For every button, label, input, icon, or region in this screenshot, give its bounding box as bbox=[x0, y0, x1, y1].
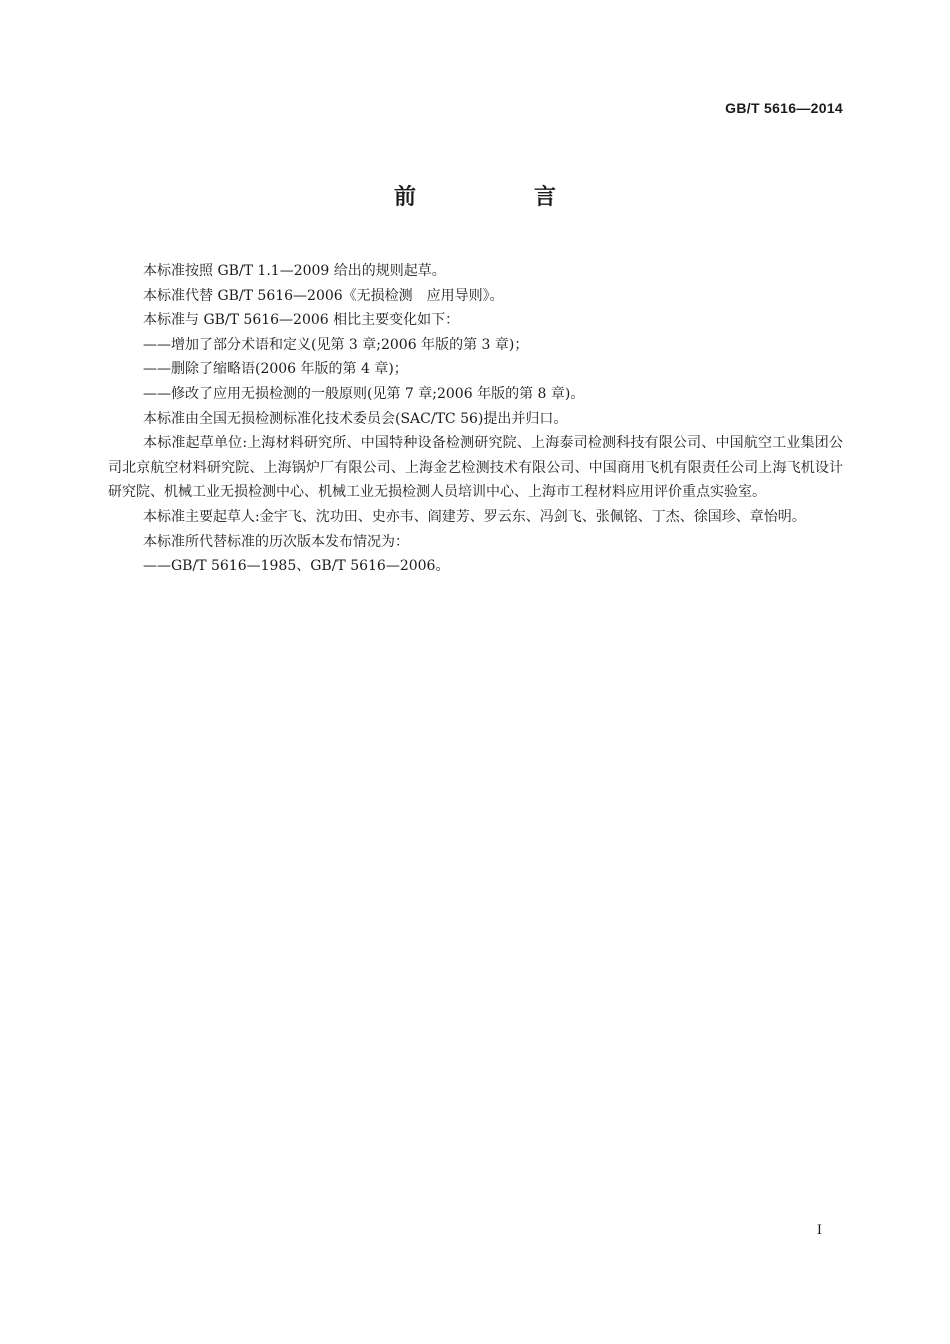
list-item-previous-editions: ——GB/T 5616—1985、GB/T 5616—2006。 bbox=[143, 558, 450, 575]
paragraph-previous-editions-intro: 本标准所代替标准的历次版本发布情况为： bbox=[143, 533, 409, 550]
page-title: 前 言 bbox=[393, 185, 604, 210]
paragraph-drafting-units: 本标准起草单位:上海材料研究所、中国特种设备检测研究院、上海泰司检测科技有限公司、中国航空工业集团公司北京航空材料研究院、上海锅炉厂有限公司、上海金艺检测技术有限公司、中国商用飞机有限责任公司上海飞机设计研究院、机械工业无损检测中心、机械工业无损检测人员培训中心、上海市工程材料应用评价重点实验室。 bbox=[108, 435, 843, 501]
list-item-change-deleted: ——删除了缩略语(2006 年版的第 4 章)； bbox=[143, 361, 408, 378]
paragraph-proposed-by: 本标准由全国无损检测标准化技术委员会(SAC/TC 56)提出并归口。 bbox=[143, 410, 568, 427]
paragraph-replaces: 本标准代替 GB/T 5616—2006《无损检测 应用导则》。 bbox=[143, 287, 504, 304]
list-item-change-modified: ——修改了应用无损检测的一般原则(见第 7 章;2006 年版的第 8 章)。 bbox=[143, 385, 585, 402]
page-number: I bbox=[816, 1223, 822, 1238]
document-body bbox=[108, 259, 843, 579]
standard-number: GB/T 5616—2014 bbox=[725, 100, 843, 116]
paragraph-changes-intro: 本标准与 GB/T 5616—2006 相比主要变化如下： bbox=[143, 312, 460, 329]
list-item-change-added: ——增加了部分术语和定义(见第 3 章;2006 年版的第 3 章)； bbox=[143, 336, 529, 353]
paragraph-drafters: 本标准主要起草人:金宇飞、沈功田、史亦韦、阎建芳、罗云东、冯剑飞、张佩铭、丁杰、徐国珍、章怡明。 bbox=[143, 508, 806, 525]
paragraph-drafting-rules: 本标准按照 GB/T 1.1—2009 给出的规则起草。 bbox=[143, 263, 446, 279]
